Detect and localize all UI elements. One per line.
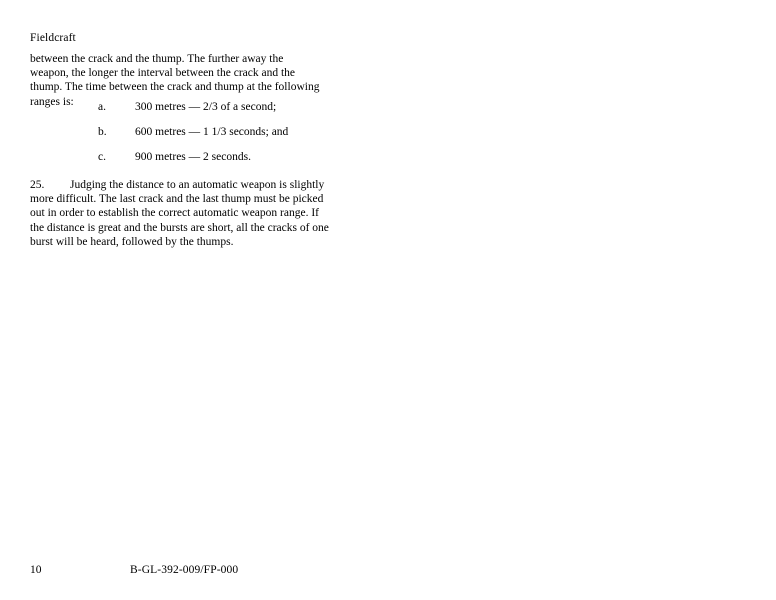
list-item-label: a. — [98, 101, 106, 113]
paragraph-text: between the crack and the thump. The further away the weapon, the longer the interval between the crack and the thump. The time between the crack and thump at the following ranges is: — [30, 53, 320, 108]
list-item — [30, 100, 360, 125]
paragraph-text: Judging the distance to an automatic weapon is slightly more difficult. The last crack and the last thump must be picked out in order to establish the correct automatic weapon range. If the distance is great and the bursts are short, all the cracks of one burst will be heard, followed by the thumps. — [30, 179, 329, 248]
running-head: Fieldcraft — [30, 32, 76, 44]
list-item-label: c. — [98, 151, 106, 163]
list-item-text: 900 metres — 2 seconds. — [135, 151, 251, 163]
list-item-text: 600 metres — 1 1/3 seconds; and — [135, 126, 289, 138]
list-item — [30, 150, 360, 175]
sub-paragraph-list — [30, 100, 360, 175]
footer-document-number: B-GL-392-009/FP-000 — [130, 564, 239, 576]
numbered-paragraph-25 — [30, 178, 330, 249]
list-item — [30, 125, 360, 150]
list-item-label: b. — [98, 126, 107, 138]
paragraph-number: 25. — [30, 179, 45, 191]
footer-page-number: 10 — [30, 564, 42, 576]
list-item-text: 300 metres — 2/3 of a second; — [135, 101, 277, 113]
